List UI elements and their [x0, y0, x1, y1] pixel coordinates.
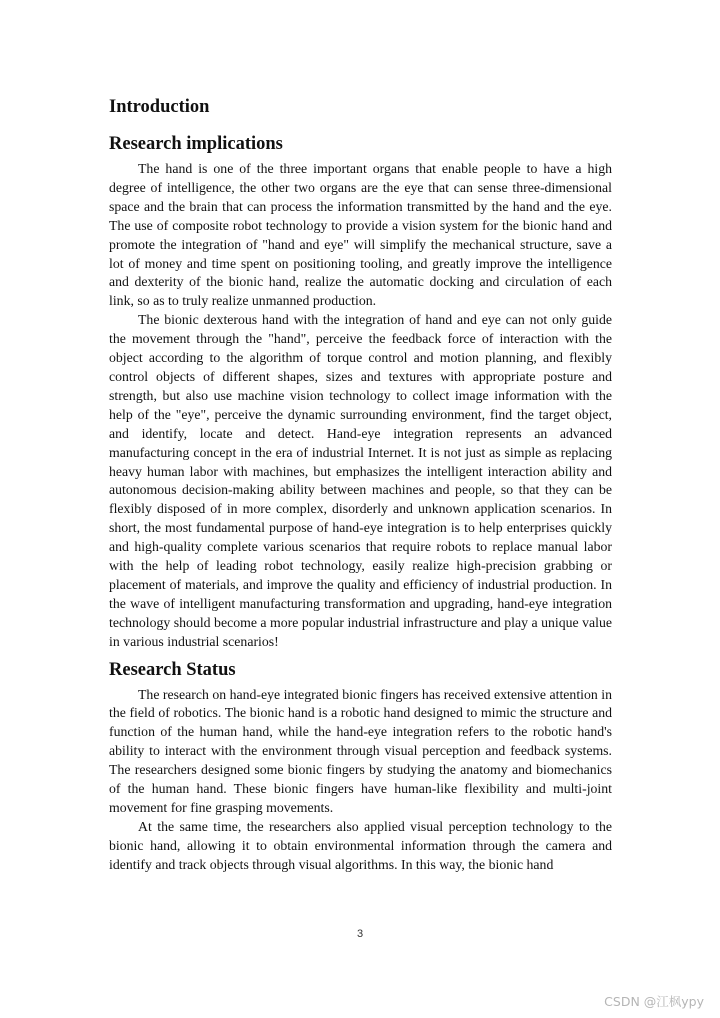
page-number: 3: [356, 928, 364, 940]
heading-introduction: Introduction: [109, 97, 210, 117]
watermark: CSDN @江枫ypy: [604, 994, 704, 1009]
page-content: [109, 95, 612, 875]
paragraph-status-2: At the same time, the researchers also applied visual perception technology to the bionic hand, allowing it to obtain environmental information through the camera and identify and track objects through visual algorithms. In this way, the bionic hand: [109, 818, 612, 872]
heading-research-status: Research Status: [109, 659, 236, 680]
paragraph-implications-1: The hand is one of the three important organs that enable people to have a high degree of intelligence, the other two organs are the eye that can sense three-dimensional space and the brain that can process the information transmitted by the hand and the eye. The use of composite robot technology to provide a vision system for the bionic hand and promote the integration of "hand and eye" will simplify the mechanical structure, save a lot of money and time spent on positioning tooling, and greatly improve the intelligence and dexterity of the bionic hand, realize the automatic docking and circulation of each link, so as to truly realize unmanned production.: [109, 161, 612, 309]
paragraph-status-1: The research on hand-eye integrated bionic fingers has received extensive attention in the field of robotics. The bionic hand is a robotic hand designed to mimic the structure and function of the human hand, while the hand-eye integration refers to the robotic hand's ability to interact with the environment through visual perception and feedback systems. The researchers designed some bionic fingers by studying the anatomy and biomechanics of the human hand. These bionic fingers have human-like flexibility and multi-joint movement for fine grasping movements.: [109, 686, 612, 815]
heading-research-implications: Research implications: [109, 134, 283, 154]
paragraph-implications-2: The bionic dexterous hand with the integration of hand and eye can not only guide the movement through the "hand", perceive the feedback force of interaction with the object according to the algorithm of torque control and motion planning, and flexibly control objects of different shapes, sizes and textures with appropriate posture and strength, but also use machine vision technology to collect image information with the help of the "eye", perceive the dynamic surrounding environment, find the target object, and identify, locate and detect. Hand-eye integration represents an advanced manufacturing concept in the era of industrial Internet. It is not just as simple as replacing heavy human labor with machines, but emphasizes the intelligent interaction ability and autonomous decision-making ability between machines and people, so that they can be flexibly disposed of in more complex, disorderly and unknown application scenarios. In short, the most fundamental purpose of hand-eye integration is to help enterprises quickly and high-quality complete various scenarios that require robots to replace manual labor with the help of leading robot technology, easily realize high-precision grabbing or placement of materials, and improve the quality and efficiency of industrial production. In the wave of intelligent manufacturing transformation and upgrading, hand-eye integration technology should become a more popular industrial infrastructure and play a unique value in various industrial scenarios!: [109, 312, 612, 649]
